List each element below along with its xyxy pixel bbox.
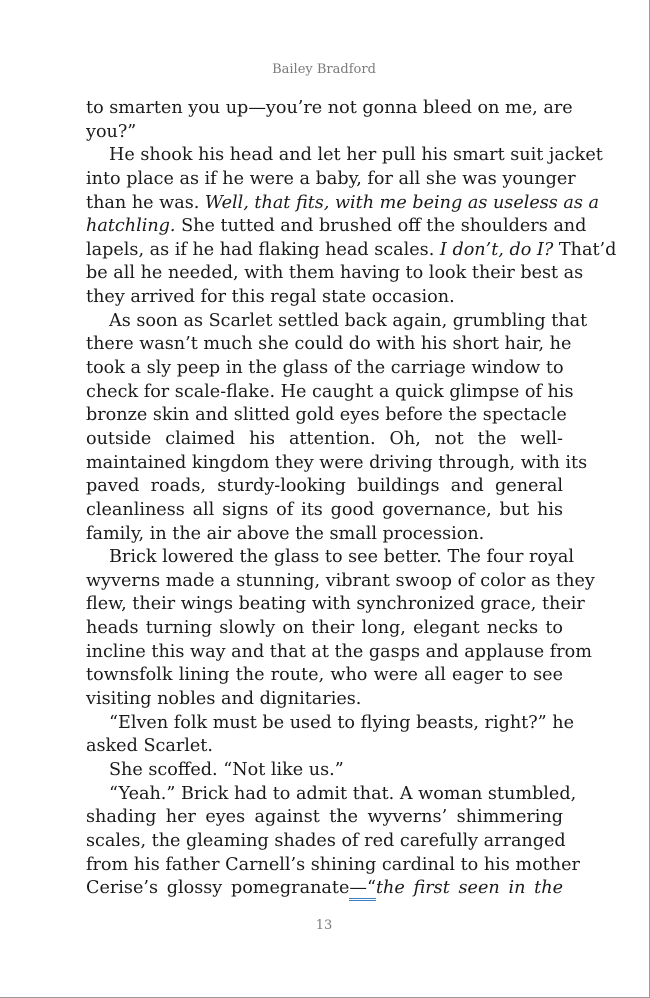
text-line xyxy=(86,452,588,476)
text-run: visiting nobles and dignitaries. xyxy=(86,689,362,710)
text-line xyxy=(86,144,603,168)
text-line xyxy=(86,192,600,216)
text-line xyxy=(86,688,563,712)
text-line xyxy=(86,499,563,523)
text-run: family, in the air above the small procession. xyxy=(86,523,485,544)
text-run: paved roads, sturdy-looking buildings and general xyxy=(86,476,563,497)
text-run: cleanliness all signs of its good governance, but his xyxy=(86,499,563,520)
text-line xyxy=(86,617,563,641)
text-run: shading her eyes against the wyverns’ shimmering xyxy=(86,807,563,828)
text-run: Brick lowered the glass to see better. The four royal xyxy=(109,547,575,568)
text-line xyxy=(86,664,563,688)
text-run: to smarten you up—you’re not gonna bleed on me, are xyxy=(86,98,573,118)
text-run: scales, the gleaming shades of red carefully arranged xyxy=(86,830,566,851)
text-run: lapels, as if he had flaking head scales. xyxy=(86,239,440,260)
text-line xyxy=(86,593,585,617)
italic-text-run: I don’t, do I? xyxy=(439,239,554,260)
text-run: “Yeah.” Brick had to admit that. A woman stumbled, xyxy=(109,783,577,804)
text-run: maintained kingdom they were driving through, with its xyxy=(86,452,588,473)
text-run: He shook his head and let her pull his smart suit jacket xyxy=(109,145,603,166)
text-line xyxy=(86,404,567,428)
italic-text-run: Well, that fits, with me being as useless as a xyxy=(204,192,600,213)
text-line xyxy=(86,641,592,665)
text-line xyxy=(86,854,580,878)
text-run: outside claimed his attention. Oh, not the well- xyxy=(86,428,563,449)
text-run: took a sly peep in the glass of the carriage window to xyxy=(86,358,564,379)
text-run: She tutted and brushed off the shoulders and xyxy=(175,216,587,237)
text-line xyxy=(86,830,566,854)
text-line xyxy=(86,286,563,310)
text-run: townsfolk lining the route, who were all eager to see xyxy=(86,665,563,686)
text-line xyxy=(86,97,573,121)
text-line xyxy=(86,735,563,759)
page-number: 13 xyxy=(315,918,333,933)
text-run: “Elven folk must be used to flying beasts, right?” he xyxy=(109,712,575,733)
text-line xyxy=(86,523,563,547)
text-run: there wasn’t much she could do with his short hair, he xyxy=(86,334,572,355)
text-run: check for scale-flake. He caught a quick glimpse of his xyxy=(86,381,574,402)
text-line xyxy=(86,381,574,405)
text-line xyxy=(86,428,563,452)
text-line xyxy=(86,712,575,736)
text-line xyxy=(86,262,584,286)
text-run: heads turning slowly on their long, elegant necks to xyxy=(86,618,563,639)
text-run: bronze skin and slitted gold eyes before the spectacle xyxy=(86,405,567,426)
text-run: from his father Carnell’s shining cardinal to his mother xyxy=(86,854,580,875)
text-run: asked Scarlet. xyxy=(86,736,213,757)
italic-text-run: the first seen in the xyxy=(375,878,563,899)
text-run: She scoffed. “Not like us.” xyxy=(109,759,344,780)
italic-text-run: hatchling. xyxy=(86,216,176,237)
text-run: wyverns made a stunning, vibrant swoop of color as they xyxy=(86,570,595,591)
text-line xyxy=(86,546,575,570)
text-run: you?” xyxy=(86,121,137,142)
text-run: That’d xyxy=(553,239,617,260)
text-line xyxy=(86,877,563,901)
text-run: flew, their wings beating with synchronized grace, their xyxy=(86,594,585,615)
text-line xyxy=(86,239,617,263)
text-run: incline this way and that at the gasps and applause from xyxy=(86,641,592,662)
text-line xyxy=(86,759,563,783)
text-line xyxy=(86,168,576,192)
text-line xyxy=(86,783,577,807)
text-line xyxy=(86,121,563,145)
text-line xyxy=(86,215,587,239)
text-run: they arrived for this regal state occasion. xyxy=(86,287,455,308)
text-line xyxy=(86,333,572,357)
text-run: Cerise’s glossy pomegranate xyxy=(86,878,350,899)
text-line xyxy=(86,475,563,499)
text-run: than he was. xyxy=(86,192,205,213)
text-run: —“ xyxy=(349,878,376,901)
text-run: As soon as Scarlet settled back again, grumbling that xyxy=(109,310,588,331)
page-body-text xyxy=(86,97,617,901)
text-line xyxy=(86,310,588,334)
running-header-author: Bailey Bradford xyxy=(272,62,376,77)
text-line xyxy=(86,570,595,594)
text-run: into place as if he were a baby, for all she was younger xyxy=(86,168,576,189)
text-line xyxy=(86,806,563,830)
text-line xyxy=(86,357,563,381)
text-run: be all he needed, with them having to look their best as xyxy=(86,263,584,284)
